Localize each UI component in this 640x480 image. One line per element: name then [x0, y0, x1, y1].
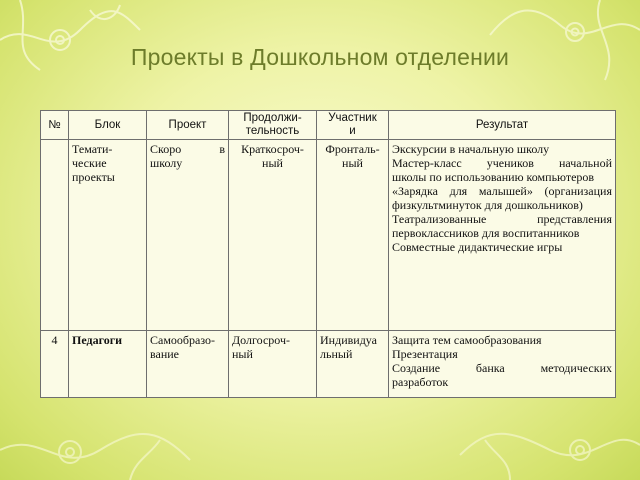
result-line: Экскурсии в начальную школу: [392, 142, 550, 156]
cell-block-line: ческие: [72, 156, 107, 170]
cell-project: [147, 140, 229, 331]
cell-participants-line: Индивидуа: [320, 333, 377, 347]
projects-table: [40, 110, 616, 398]
header-project: Проект: [147, 111, 229, 140]
cell-participants: [317, 140, 389, 331]
cell-duration-line: ный: [232, 347, 253, 361]
cell-block-line: Педагоги: [72, 333, 123, 347]
cell-duration-line: Долгосроч-: [232, 333, 290, 347]
cell-duration-line: ный: [262, 156, 283, 170]
cell-result: [389, 331, 616, 398]
cell-participants-line: льный: [320, 347, 353, 361]
header-participants: [317, 111, 389, 140]
header-result: Результат: [389, 111, 616, 140]
result-line: Создание банка методических: [392, 361, 612, 375]
cell-block-line: проекты: [72, 170, 115, 184]
cell-duration-line: Краткосроч-: [241, 142, 304, 156]
header-duration-line-1: Продолжи-: [243, 112, 302, 124]
slide-title: Проекты в Дошкольном отделении: [130, 44, 510, 70]
cell-block-line: Темати-: [72, 142, 113, 156]
cell-project-line: Скоро в: [150, 142, 225, 156]
header-duration: [229, 111, 317, 140]
cell-result: [389, 140, 616, 331]
cell-project-line: вание: [150, 347, 180, 361]
result-line: школы по использованию компьютеров: [392, 170, 595, 184]
cell-number: [41, 140, 69, 331]
cell-participants: [317, 331, 389, 398]
result-line: Театрализованные представления: [392, 212, 612, 226]
cell-block: [69, 331, 147, 398]
header-block: Блок: [69, 111, 147, 140]
cell-duration: [229, 140, 317, 331]
result-line: Мастер-класс учеников начальной: [392, 156, 612, 170]
cell-participants-line: Фронталь-: [325, 142, 380, 156]
cell-project-line: Самообразо-: [150, 333, 216, 347]
floral-decoration-bottom-left: [0, 390, 200, 480]
result-line: Совместные дидактические игры: [392, 240, 563, 254]
floral-decoration-bottom-right: [450, 395, 640, 480]
result-line: первоклассников для воспитанников: [392, 226, 580, 240]
header-duration-line-2: тельность: [245, 125, 300, 137]
result-line: физкультминуток для дошкольников): [392, 198, 583, 212]
cell-block: [69, 140, 147, 331]
header-participants-line-1: Участник: [328, 112, 377, 124]
result-line: «Зарядка для малышей» (организация: [392, 184, 612, 198]
result-line: Презентация: [392, 347, 458, 361]
header-number: №: [41, 111, 69, 140]
cell-participants-line: ный: [342, 156, 363, 170]
result-line: разработок: [392, 375, 449, 389]
cell-project-line: школу: [150, 156, 183, 170]
header-participants-line-2: и: [349, 125, 356, 137]
table-row: [41, 331, 616, 398]
table-row: [41, 140, 616, 331]
cell-number: 4: [41, 331, 69, 398]
table-header-row: [41, 111, 616, 140]
cell-project: [147, 331, 229, 398]
cell-duration: [229, 331, 317, 398]
result-line: Защита тем самообразования: [392, 333, 542, 347]
